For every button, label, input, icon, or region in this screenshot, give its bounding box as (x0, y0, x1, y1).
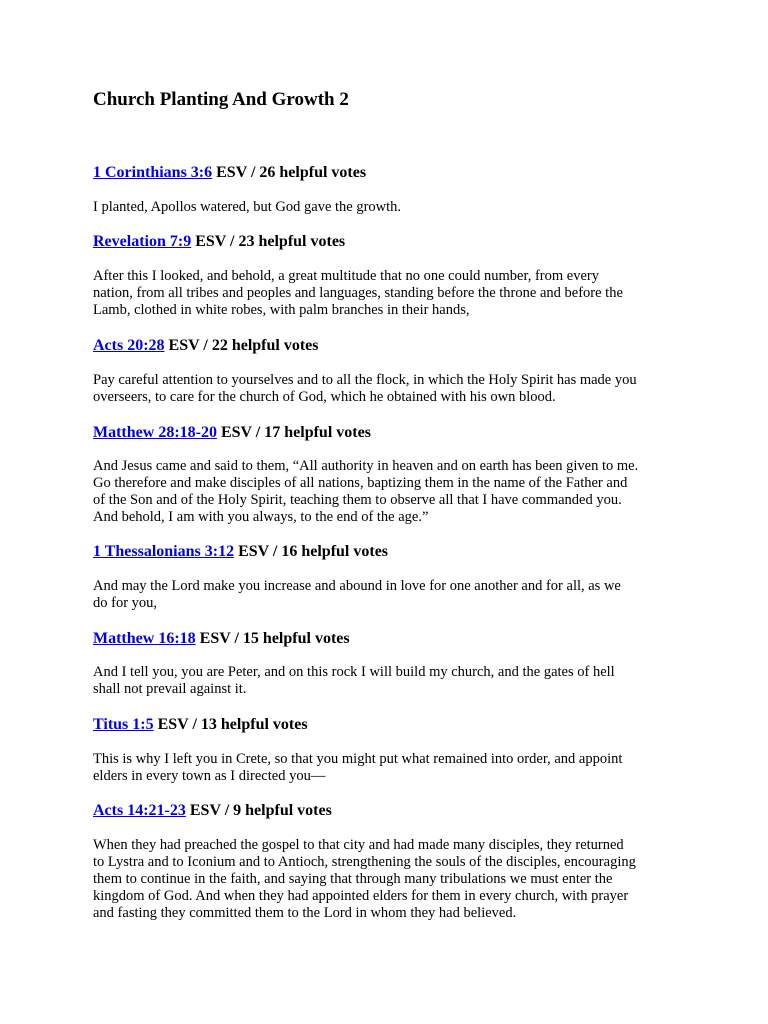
verse-votes: ESV / 13 helpful votes (153, 716, 308, 733)
verse-text (93, 751, 683, 785)
verse-line: And Jesus came and said to them, “All authority in heaven and on earth has been given to me. (93, 458, 639, 474)
verse-votes: ESV / 15 helpful votes (195, 630, 350, 647)
verse-reference-link[interactable]: Matthew 16:18 (93, 630, 196, 647)
verse-reference-link[interactable]: Matthew 28:18-20 (93, 424, 217, 441)
verse-reference-link[interactable]: Acts 20:28 (93, 337, 165, 354)
verse-heading (93, 542, 388, 562)
verse-votes: ESV / 9 helpful votes (185, 802, 332, 819)
verse-votes: ESV / 17 helpful votes (216, 424, 371, 441)
verse-text (93, 199, 683, 216)
verse-text (93, 837, 683, 922)
verse-line: shall not prevail against it. (93, 681, 247, 697)
verse-reference-link[interactable]: Acts 14:21-23 (93, 802, 186, 819)
verse-heading (93, 423, 371, 443)
verse-line: elders in every town as I directed you— (93, 768, 326, 784)
verse-line: I planted, Apollos watered, but God gave the growth. (93, 199, 402, 215)
verse-line: And I tell you, you are Peter, and on this rock I will build my church, and the gates of hell (93, 664, 615, 680)
verse-text (93, 458, 683, 526)
verse-votes: ESV / 26 helpful votes (212, 164, 367, 181)
verse-votes: ESV / 23 helpful votes (191, 233, 346, 250)
verse-heading (93, 715, 308, 735)
verse-line: Pay careful attention to yourselves and to all the flock, in which the Holy Spirit has made you (93, 372, 637, 388)
verse-line: Lamb, clothed in white robes, with palm branches in their hands, (93, 302, 470, 318)
verse-votes: ESV / 22 helpful votes (164, 337, 319, 354)
verse-text (93, 372, 683, 406)
verse-text (93, 268, 683, 319)
verse-line: And may the Lord make you increase and abound in love for one another and for all, as we (93, 578, 621, 594)
verse-heading (93, 232, 345, 252)
verse-line: do for you, (93, 595, 158, 611)
page-title: Church Planting And Growth 2 (93, 89, 349, 110)
verse-votes: ESV / 16 helpful votes (234, 543, 389, 560)
verse-heading (93, 336, 319, 356)
verse-heading (93, 801, 332, 821)
verse-line: and fasting they committed them to the Lord in whom they had believed. (93, 905, 517, 921)
verse-line: kingdom of God. And when they had appointed elders for them in every church, with prayer (93, 888, 629, 904)
verse-line: When they had preached the gospel to that city and had made many disciples, they returned (93, 837, 624, 853)
verse-text (93, 578, 683, 612)
verse-line: of the Son and of the Holy Spirit, teaching them to observe all that I have commanded you. (93, 492, 622, 508)
verse-heading (93, 163, 366, 183)
verse-line: After this I looked, and behold, a great multitude that no one could number, from every (93, 268, 599, 284)
verse-line: to Lystra and to Iconium and to Antioch, strengthening the souls of the disciples, encouraging (93, 854, 636, 870)
verse-line: them to continue in the faith, and saying that through many tribulations we must enter the (93, 871, 613, 887)
verse-line: And behold, I am with you always, to the end of the age.” (93, 509, 429, 525)
verse-reference-link[interactable]: 1 Corinthians 3:6 (93, 164, 213, 181)
verse-reference-link[interactable]: Titus 1:5 (93, 716, 154, 733)
verse-line: Go therefore and make disciples of all nations, baptizing them in the name of the Father and (93, 475, 628, 491)
verse-heading (93, 629, 350, 649)
verse-text (93, 664, 683, 698)
verse-reference-link[interactable]: Revelation 7:9 (93, 233, 192, 250)
verse-reference-link[interactable]: 1 Thessalonians 3:12 (93, 543, 235, 560)
verse-line: overseers, to care for the church of God, which he obtained with his own blood. (93, 389, 556, 405)
verse-line: nation, from all tribes and peoples and languages, standing before the throne and before the (93, 285, 623, 301)
verse-line: This is why I left you in Crete, so that you might put what remained into order, and appoint (93, 751, 623, 767)
